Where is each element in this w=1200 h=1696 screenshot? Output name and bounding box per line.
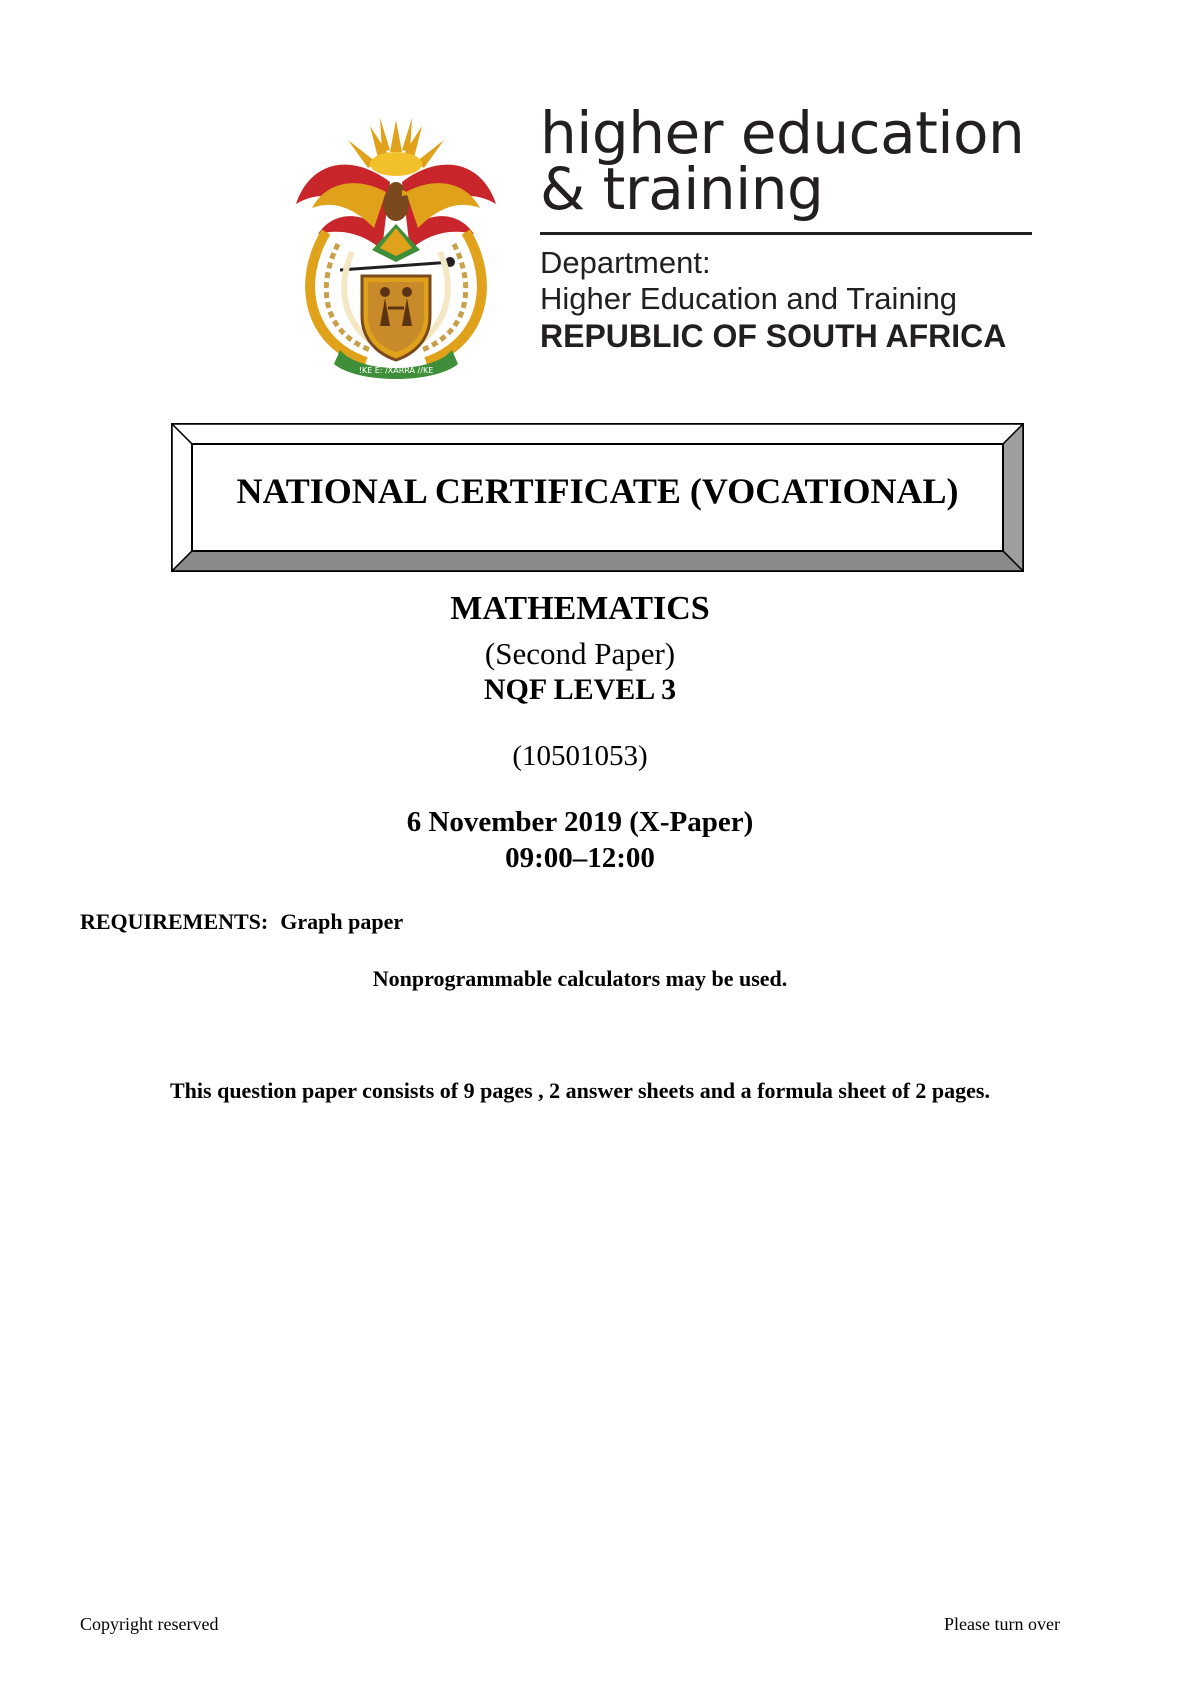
nqf-level: NQF LEVEL 3 [483,673,677,706]
brand-divider [540,232,1032,235]
paper-number: (Second Paper) [484,636,676,671]
crest-motto: !KE E: /XARRA //KE [358,366,434,375]
department-label: Department: [540,245,711,280]
requirements-value: Graph paper [280,909,404,934]
country-name: REPUBLIC OF SOUTH AFRICA [540,318,1007,354]
requirements-line [80,909,403,935]
page-count-note: This question paper consists of 9 pages , 2 answer sheets and a formula sheet of 2 pages. [170,1078,990,1103]
subject-title: MATHEMATICS [450,590,710,627]
footer-turn-over: Please turn over [944,1614,1060,1634]
certificate-title: NATIONAL CERTIFICATE (VOCATIONAL) [236,471,959,511]
brand-line-higher-education: higher education [540,99,1025,167]
requirements-label: REQUIREMENTS: [80,909,269,934]
department-block [540,245,1006,355]
coat-of-arms-icon [290,112,502,380]
footer-copyright: Copyright reserved [80,1614,219,1634]
subject-code: (10501053) [512,740,648,772]
department-name: Higher Education and Training [540,281,958,316]
exam-time: 09:00–12:00 [505,842,655,874]
brand-line-training: & training [540,155,824,223]
exam-date: 6 November 2019 (X-Paper) [406,806,754,838]
brand-wordmark [540,99,1040,223]
calculator-note: Nonprogrammable calculators may be used. [372,966,788,991]
